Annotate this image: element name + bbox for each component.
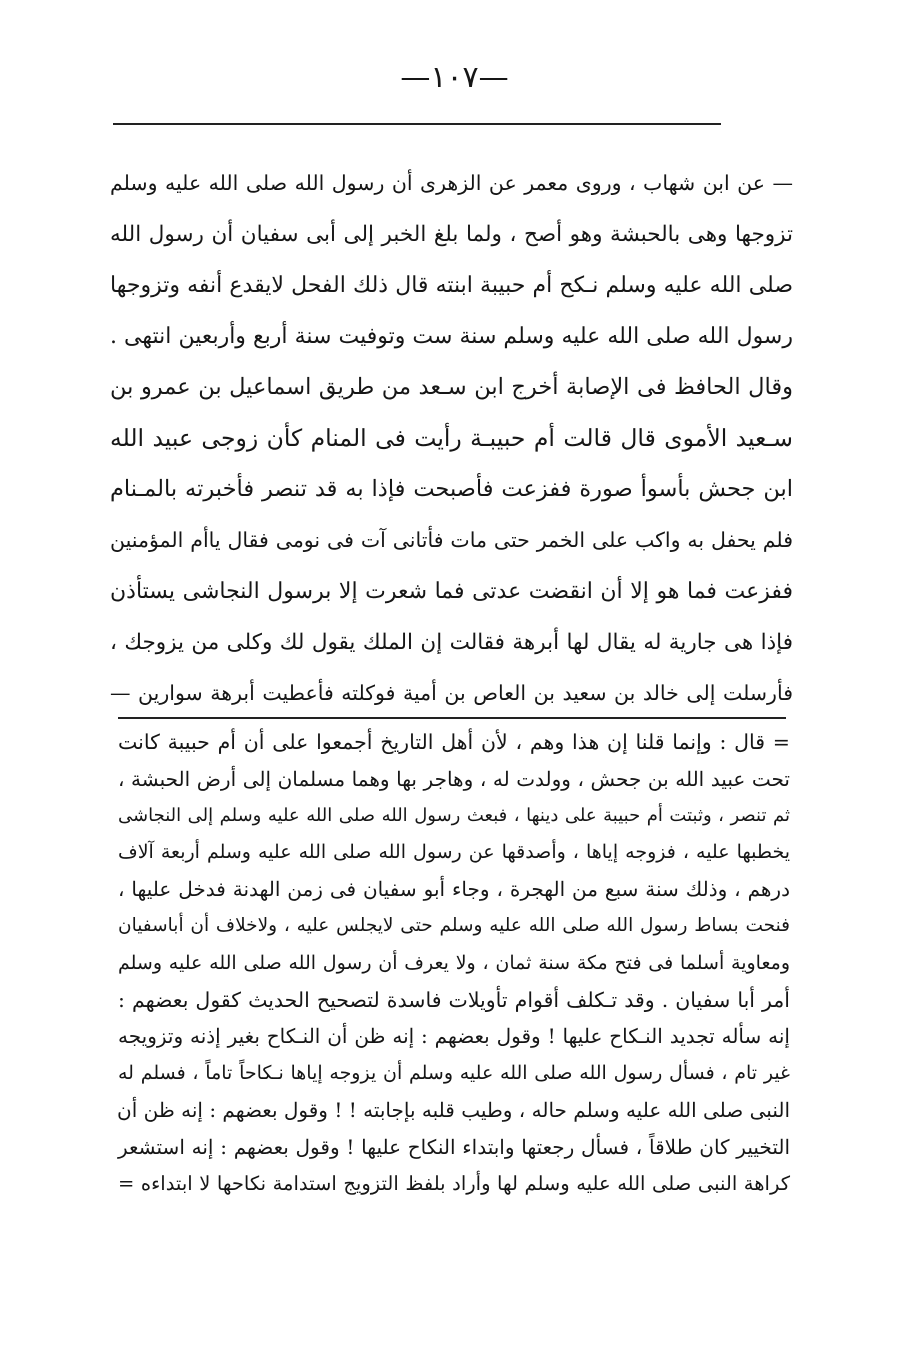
page-number: —١٠٧— xyxy=(400,60,509,95)
header-rule xyxy=(113,123,721,125)
footnote-line: درهم ، وذلك سنة سبع من الهجرة ، وجاء أبو سفيان فى زمن الهدنة فدخل عليها ، xyxy=(118,877,790,902)
main-text xyxy=(110,158,793,719)
footnote-line: يخطبها عليه ، فزوجه إياها ، وأصدقها عن رسول الله صلى الله عليه وسلم أربعة آلاف xyxy=(118,841,790,864)
main-line: وقال الحافظ فى الإصابة أخرج ابن سـعد من طريق اسماعيل بن عمرو بن xyxy=(110,374,793,400)
main-line: — عن ابن شهاب ، وروى معمر عن الزهرى أن رسول الله صلى الله عليه وسلم xyxy=(110,171,793,195)
footnote-line: فنحت بساط رسول الله صلى الله عليه وسلم حتى لايجلس عليه ، ولاخلاف أن أباسفيان xyxy=(118,914,790,936)
main-line: رسول الله صلى الله عليه وسلم سنة ست وتوفيت سنة أربع وأربعين انتهى . xyxy=(110,324,793,349)
footnote-text xyxy=(118,724,790,1202)
footnote-rule xyxy=(118,717,786,719)
main-line: ففزعت فما هو إلا أن انقضت عدتى فما شعرت إلا برسول النجاشى يستأذن xyxy=(110,579,793,604)
main-line: ابن جحش بأسوأ صورة ففزعت فأصبحت فإذا به قد تنصر فأخبرته بالمـنام xyxy=(110,476,793,502)
footnote-line: ومعاوية أسلما فى فتح مكة سنة ثمان ، ولا يعرف أن رسول الله صلى الله عليه وسلم xyxy=(118,951,790,974)
main-line: فأرسلت إلى خالد بن سعيد بن العاص بن أمية فوكلته فأعطيت أبرهة سوارين — xyxy=(110,681,793,705)
footnote-line: التخيير كان طلاقاً ، فسأل رجعتها وابتداء النكاح عليها ! وقول بعضهم : إنه استشعر xyxy=(118,1134,790,1159)
footnote-line: كراهة النبى صلى الله عليه وسلم لها وأراد بلفظ التزويج استدامة نكاحها لا ابتداءه = xyxy=(118,1171,790,1195)
footnote-line: تحت عبيد الله بن جحش ، وولدت له ، وهاجر بها وهما مسلمان إلى أرض الحبشة ، xyxy=(118,766,790,791)
main-line: صلى الله عليه وسلم نـكح أم حبيبة ابنته قال ذلك الفحل لايقدع أنفه وتزوجها xyxy=(110,273,793,298)
main-line: تزوجها وهى بالحبشة وهو أصح ، ولما بلغ الخبر إلى أبى سفيان أن رسول الله xyxy=(110,222,793,247)
main-line: سـعيد الأموى قال قالت أم حبيبـة رأيت فى المنام كأن زوجى عبيد الله xyxy=(110,424,793,452)
main-line: فإذا هى جارية له يقال لها أبرهة فقالت إن الملك يقول لك وكلى من يزوجك ، xyxy=(110,630,793,655)
footnote-line: غير تام ، فسأل رسول الله صلى الله عليه وسلم أن يزوجه إياها نـكاحاً تاماً ، فسلم له xyxy=(118,1062,790,1085)
footnote-line: إنه سأله تجديد النـكاح عليها ! وقول بعضهم : إنه ظن أن النـكاح بغير إذنه وتزويجه xyxy=(118,1024,790,1049)
footnote-line: ثم تنصر ، وثبتت أم حبيبة على دينها ، فبعث رسول الله صلى الله عليه وسلم إلى النجاشى xyxy=(118,804,790,826)
footnote-line: النبى صلى الله عليه وسلم حاله ، وطيب قلبه بإجابته ! ! وقول بعضهم : إنه ظن أن xyxy=(117,1097,790,1122)
footnote-line: = قال : وإنما قلنا إن هذا وهم ، لأن أهل التاريخ أجمعوا على أن أم حبيبة كانت xyxy=(118,730,790,754)
footnote-line: أمر أبا سفيان . وقد تـكلف أقوام تأويلات فاسدة لتصحيح الحديث كقول بعضهم : xyxy=(118,987,790,1012)
main-line: فلم يحفل به واكب على الخمر حتى مات فأتانى آت فى نومى فقال ياأم المؤمنين xyxy=(110,528,793,552)
